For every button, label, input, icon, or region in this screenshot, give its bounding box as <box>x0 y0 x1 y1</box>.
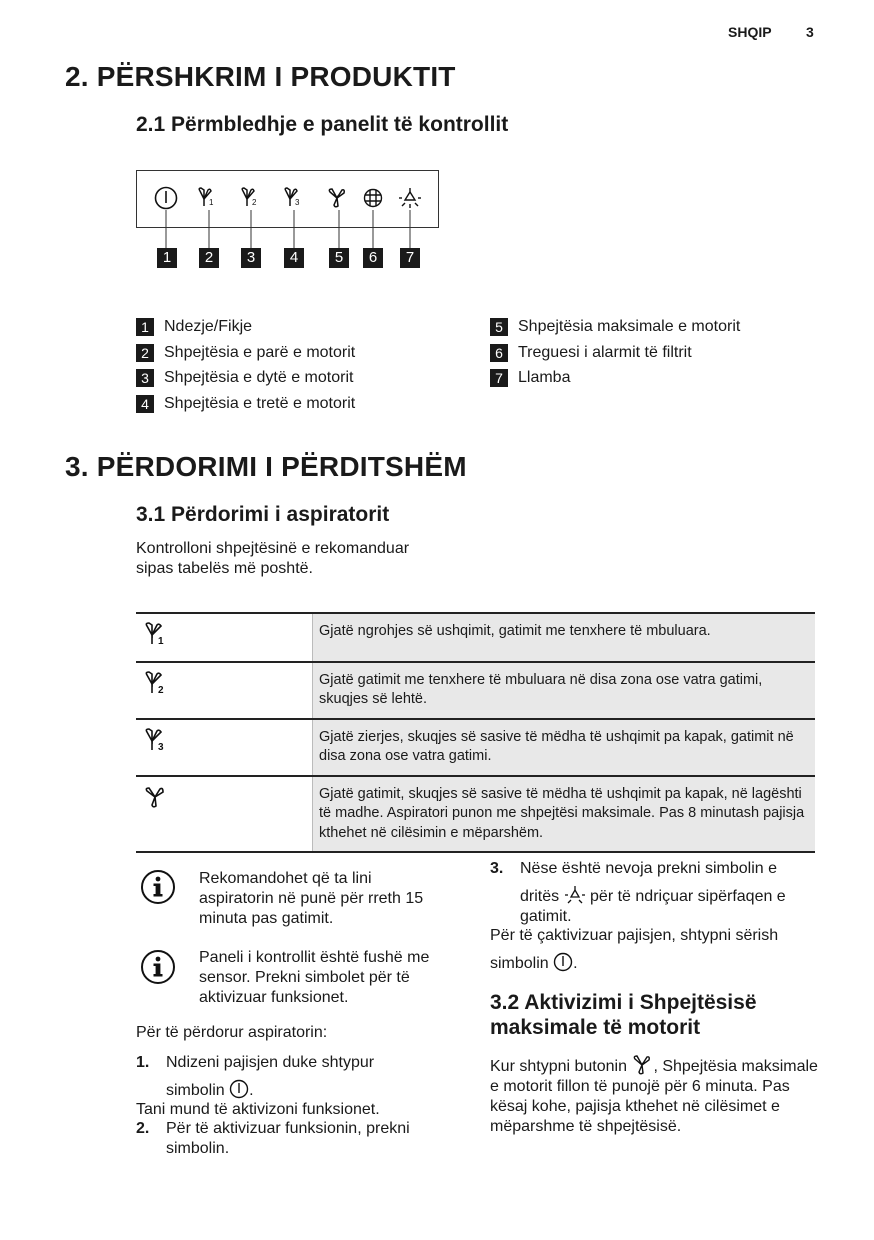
legend-item: 5 Shpejtësia maksimale e motorit <box>490 318 740 336</box>
legend-item: 1 Ndezje/Fikje <box>136 318 252 336</box>
speed-table <box>136 612 815 853</box>
callout-1: 1 <box>157 248 177 268</box>
fan-speed-1-icon <box>136 613 313 662</box>
section-3-2-title: 3.2 Aktivizimi i Shpejtësisë maksimale të motorit <box>490 991 757 1039</box>
svg-text:2: 2 <box>158 684 164 695</box>
section-3-title: 3. PËRDORIMI I PËRDITSHËM <box>65 451 467 482</box>
section-3-1-title: 3.1 Përdorimi i aspiratorit <box>136 503 390 526</box>
step-2: 2. Për të aktivizuar funksionin, prekni simbolin. <box>136 1120 410 1157</box>
fan-speed-2-icon <box>242 188 257 207</box>
section-2-1-title: 2.1 Përmbledhje e panelit të kontrollit <box>136 113 509 136</box>
fan-speed-3-icon <box>136 719 313 776</box>
legend-item: 2 Shpejtësia e parë e motorit <box>136 344 355 362</box>
callout-6: 6 <box>363 248 383 268</box>
table-row <box>136 613 815 662</box>
deactivate-text: Për të çaktivizuar pajisjen, shtypni sërish simbolin . <box>490 927 779 972</box>
header-language: SHQIP <box>728 24 772 40</box>
legend-item: 7 Llamba <box>490 369 570 387</box>
legend-item: 6 Treguesi i alarmit të filtrit <box>490 344 692 362</box>
callout-5: 5 <box>329 248 349 268</box>
callout-7: 7 <box>400 248 420 268</box>
fan-max-speed-icon <box>329 189 344 207</box>
table-cell: Gjatë gatimit me tenxhere të mbuluara në disa zona ose vatra gatimi, skuqjes së lehtë. <box>313 662 816 719</box>
fan-speed-2-icon <box>136 662 313 719</box>
lamp-icon <box>399 188 421 208</box>
table-row <box>136 662 815 719</box>
info-icon <box>140 949 176 985</box>
svg-text:3: 3 <box>295 198 300 207</box>
lamp-icon <box>564 885 586 905</box>
svg-text:1: 1 <box>158 636 164 646</box>
section-2-title: 2. PËRSHKRIM I PRODUKTIT <box>65 61 456 92</box>
legend-item: 4 Shpejtësia e tretë e motorit <box>136 395 355 413</box>
intro-text: Kontrolloni shpejtësinë e rekomanduar sipas tabelës më poshtë. <box>136 540 410 577</box>
filter-alarm-icon <box>365 190 382 207</box>
power-icon <box>553 952 573 972</box>
info-text-1: Rekomandohet që ta lini aspiratorin në punë për rreth 15 minuta pas gatimit. <box>199 870 424 927</box>
fan-max-speed-icon <box>631 1055 653 1075</box>
svg-text:1: 1 <box>209 198 214 207</box>
svg-text:3: 3 <box>158 741 164 752</box>
step-1: 1. Ndizeni pajisjen duke shtypur simbolin . <box>136 1054 375 1099</box>
power-icon <box>156 188 177 209</box>
fan-max-speed-icon <box>136 776 313 853</box>
table-row <box>136 776 815 853</box>
page-number: 3 <box>806 24 814 40</box>
step-1-after: Tani mund të aktivizoni funksionet. <box>136 1101 380 1118</box>
usage-intro: Për të përdorur aspiratorin: <box>136 1024 328 1041</box>
table-cell: Gjatë zierjes, skuqjes së sasive të mëdha të ushqimit pa kapak, gatimit në disa zona ose vatra gatimi. <box>313 719 816 776</box>
fan-speed-1-icon <box>199 188 214 207</box>
section-3-2-text: Kur shtypni butonin , Shpejtësia maksimale e motorit fillon të punojë për 6 minuta. Pas kësaj kohe, pajisja kthehet në cilësimet e mëparshme të shpejtësisë. <box>490 1055 820 1137</box>
info-icon <box>140 869 176 905</box>
svg-text:2: 2 <box>252 198 257 207</box>
step-3: 3. Nëse është nevoja prekni simbolin e dritës për të ndriçuar sipërfaqen e gatimit. <box>490 860 786 925</box>
callout-4: 4 <box>284 248 304 268</box>
callout-2: 2 <box>199 248 219 268</box>
callout-3: 3 <box>241 248 261 268</box>
fan-speed-3-icon <box>285 188 300 207</box>
legend-item: 3 Shpejtësia e dytë e motorit <box>136 369 353 387</box>
table-cell: Gjatë ngrohjes së ushqimit, gatimit me tenxhere të mbuluara. <box>313 613 816 662</box>
info-text-2: Paneli i kontrollit është fushë me sensor. Prekni simbolet për të aktivizuar funksionet. <box>199 949 430 1006</box>
table-cell: Gjatë gatimit, skuqjes së sasive të mëdha të ushqimit pa kapak, në lagështi të madhe. Aspiratori punon me shpejtësi maksimale. Pas 8 minutash pajisja kthehet në cilësimin e mëparshëm. <box>313 776 816 853</box>
power-icon <box>229 1079 249 1099</box>
table-row <box>136 719 815 776</box>
